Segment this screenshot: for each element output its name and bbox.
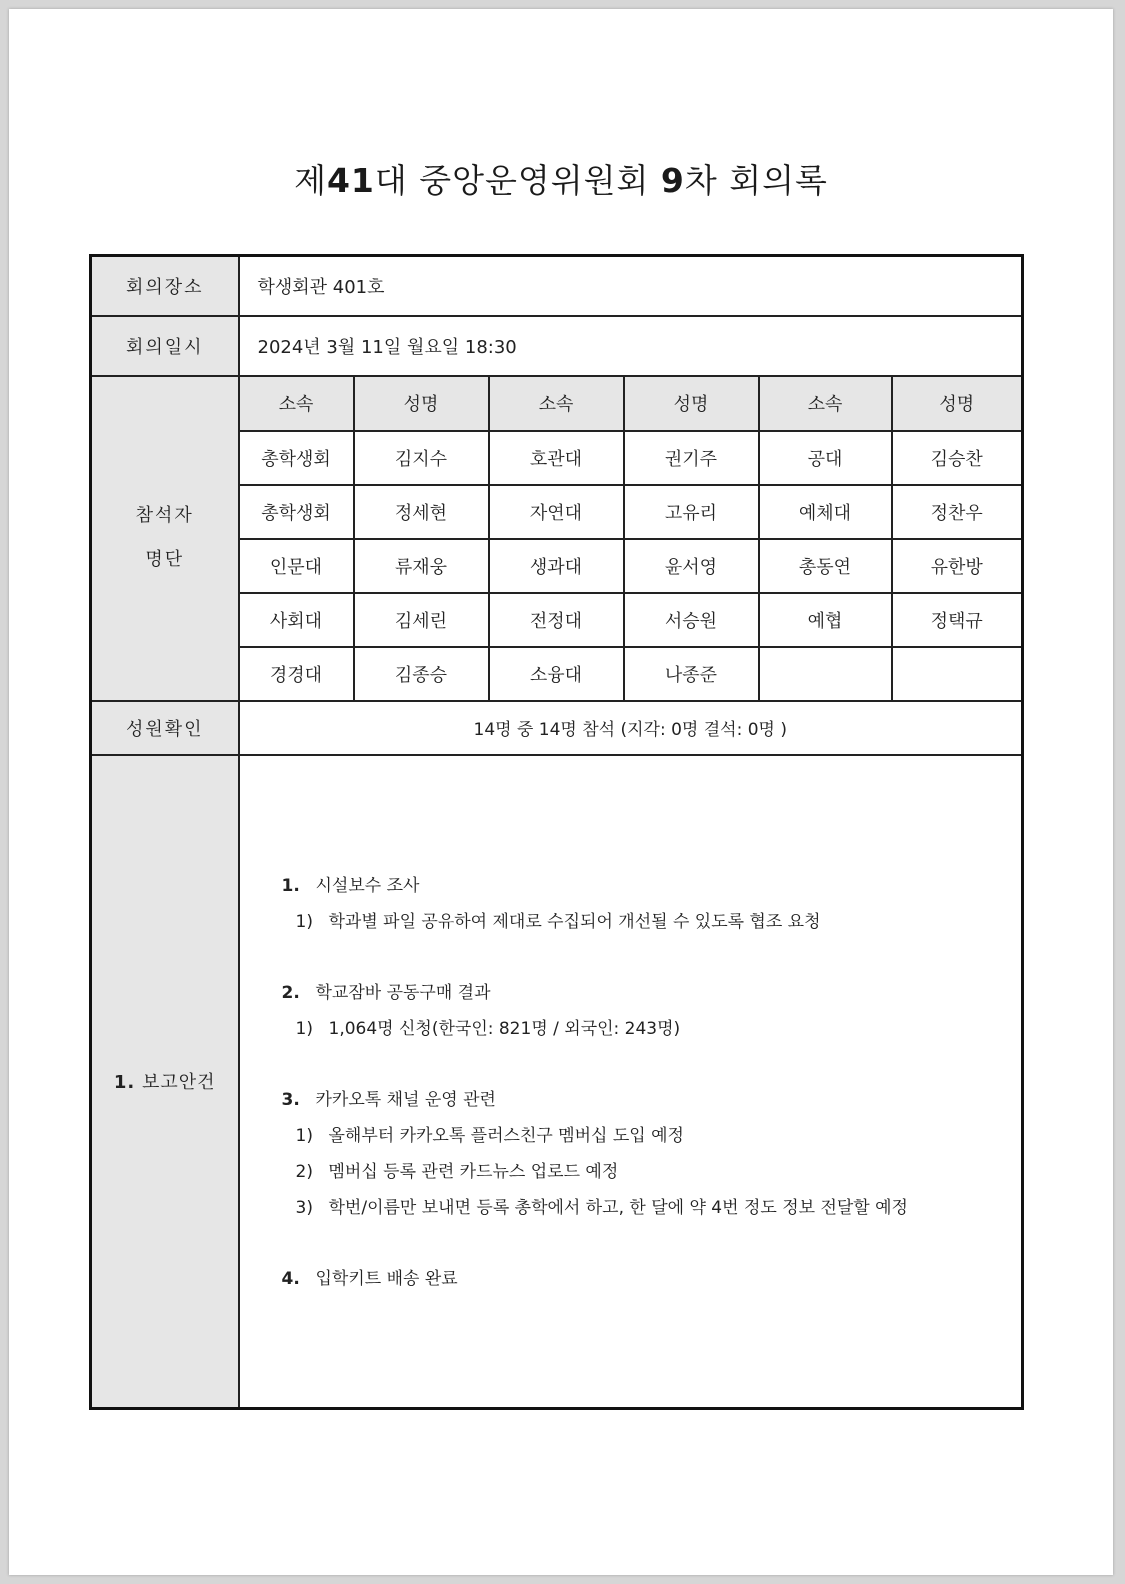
report-sub-item: 1) 1,064명 신청(한국인: 821명 / 외국인: 243명) bbox=[295, 1018, 681, 1039]
datetime-row bbox=[91, 316, 1023, 376]
report-item-title: 2. 학교잠바 공동구매 결과 bbox=[281, 982, 491, 1003]
affiliation-cell: 예체대 bbox=[759, 485, 892, 539]
document-page bbox=[9, 9, 1113, 1575]
affiliation-cell: 총동연 bbox=[759, 539, 892, 593]
name-cell: 류재웅 bbox=[354, 539, 489, 593]
report-item-title: 1. 시설보수 조사 bbox=[281, 875, 420, 896]
affiliation-cell: 사회대 bbox=[240, 593, 354, 647]
datetime-value: 2024년 3월 11일 월요일 18:30 bbox=[239, 316, 1023, 376]
name-cell bbox=[892, 647, 1022, 700]
affiliation-cell: 예협 bbox=[759, 593, 892, 647]
venue-value: 학생회관 401호 bbox=[239, 256, 1023, 316]
name-cell: 정세현 bbox=[354, 485, 489, 539]
name-cell: 고유리 bbox=[624, 485, 759, 539]
affiliation-cell: 생과대 bbox=[489, 539, 624, 593]
affiliation-cell: 호관대 bbox=[489, 431, 624, 485]
minutes-table bbox=[89, 254, 1024, 1410]
name-cell: 나종준 bbox=[624, 647, 759, 700]
affiliation-cell: 총학생회 bbox=[240, 485, 354, 539]
report-items bbox=[282, 868, 908, 1297]
name-cell: 권기주 bbox=[624, 431, 759, 485]
report-sub-item: 3) 학번/이름만 보내면 등록 총학에서 하고, 한 달에 약 4번 정도 정보 전달할 예정 bbox=[295, 1197, 908, 1218]
table-row bbox=[240, 593, 1022, 647]
affiliation-cell: 자연대 bbox=[489, 485, 624, 539]
report-label: 1. 보고안건 bbox=[91, 755, 239, 1409]
report-content bbox=[240, 756, 1022, 1407]
quorum-row bbox=[91, 701, 1023, 755]
document-title: 제41대 중앙운영위원회 9차 회의록 bbox=[294, 161, 828, 200]
affiliation-cell: 인문대 bbox=[240, 539, 354, 593]
affiliation-cell bbox=[759, 647, 892, 700]
attendees-row bbox=[91, 376, 1023, 701]
attendees-table bbox=[240, 377, 1022, 700]
quorum-value: 14명 중 14명 참석 (지각: 0명 결석: 0명 ) bbox=[239, 701, 1023, 755]
attendees-label: 참석자 명단 bbox=[91, 376, 239, 701]
affiliation-cell: 소융대 bbox=[489, 647, 624, 700]
attendees-header-cell: 소속 bbox=[759, 377, 892, 431]
venue-row bbox=[91, 256, 1023, 316]
table-row bbox=[240, 539, 1022, 593]
name-cell: 정택규 bbox=[892, 593, 1022, 647]
table-row bbox=[240, 647, 1022, 700]
affiliation-cell: 공대 bbox=[759, 431, 892, 485]
name-cell: 김승찬 bbox=[892, 431, 1022, 485]
name-cell: 김세린 bbox=[354, 593, 489, 647]
attendees-header-row bbox=[240, 377, 1022, 431]
name-cell: 김지수 bbox=[354, 431, 489, 485]
attendees-header-cell: 성명 bbox=[354, 377, 489, 431]
table-row bbox=[240, 485, 1022, 539]
affiliation-cell: 경경대 bbox=[240, 647, 354, 700]
affiliation-cell: 총학생회 bbox=[240, 431, 354, 485]
attendees-header-cell: 성명 bbox=[892, 377, 1022, 431]
report-row bbox=[91, 755, 1023, 1409]
quorum-label: 성원확인 bbox=[91, 701, 239, 755]
name-cell: 윤서영 bbox=[624, 539, 759, 593]
table-row bbox=[240, 431, 1022, 485]
attendees-header-cell: 성명 bbox=[624, 377, 759, 431]
name-cell: 김종승 bbox=[354, 647, 489, 700]
venue-label: 회의장소 bbox=[91, 256, 239, 316]
report-sub-item: 2) 멤버십 등록 관련 카드뉴스 업로드 예정 bbox=[295, 1161, 619, 1182]
report-sub-item: 1) 학과별 파일 공유하여 제대로 수집되어 개선될 수 있도록 협조 요청 bbox=[295, 911, 821, 932]
affiliation-cell: 전정대 bbox=[489, 593, 624, 647]
datetime-label: 회의일시 bbox=[91, 316, 239, 376]
report-item-title: 4. 입학키트 배송 완료 bbox=[281, 1268, 458, 1289]
report-sub-item: 1) 올해부터 카카오톡 플러스친구 멤버십 도입 예정 bbox=[295, 1125, 684, 1146]
name-cell: 서승원 bbox=[624, 593, 759, 647]
name-cell: 정찬우 bbox=[892, 485, 1022, 539]
attendees-header-cell: 소속 bbox=[489, 377, 624, 431]
report-item-title: 3. 카카오톡 채널 운영 관련 bbox=[281, 1089, 496, 1110]
attendees-header-cell: 소속 bbox=[240, 377, 354, 431]
name-cell: 유한방 bbox=[892, 539, 1022, 593]
